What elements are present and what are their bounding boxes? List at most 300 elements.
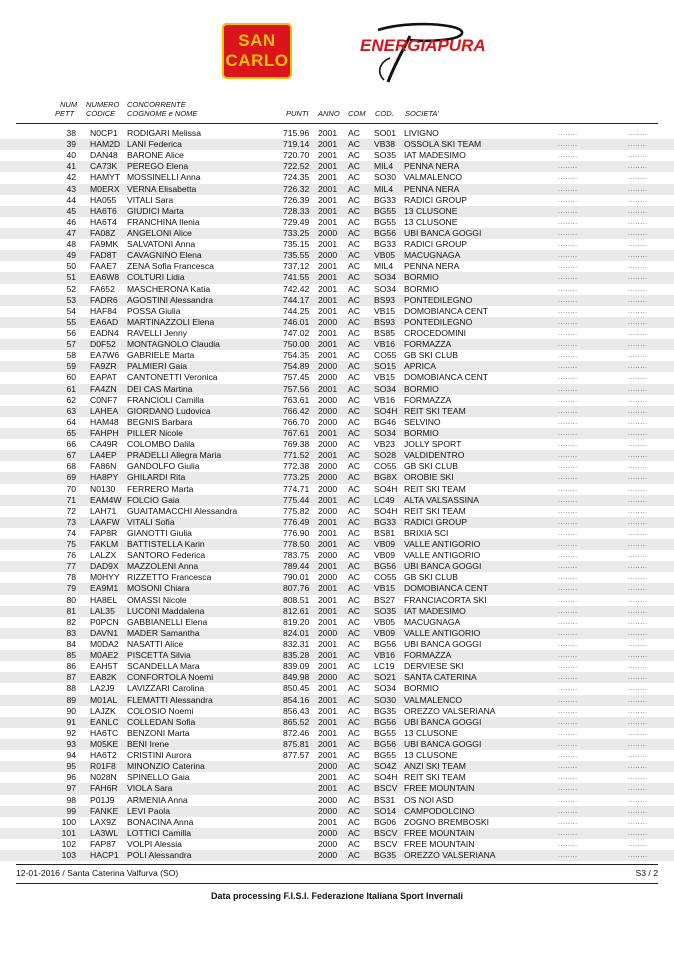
dotted-placeholder-1: ........	[558, 641, 578, 649]
table-row	[0, 284, 674, 295]
table-row	[0, 161, 674, 172]
dotted-placeholder-2: ........	[628, 296, 648, 304]
cell-punti: 835.28	[283, 650, 310, 661]
header-rule	[16, 123, 658, 124]
cell-name: LANI Federica	[127, 139, 182, 150]
cell-pett: 66	[66, 439, 76, 450]
cell-name: COLOMBO Dalila	[127, 439, 195, 450]
cell-punti: 757.56	[283, 383, 310, 394]
table-row	[0, 528, 674, 539]
cell-name: RODIGARI Melissa	[127, 128, 202, 138]
table-row	[0, 595, 674, 606]
cell-name: RIZZETTO Francesca	[127, 572, 212, 583]
cell-anno: 2001	[318, 561, 338, 572]
dotted-placeholder-2: ........	[628, 152, 648, 160]
cell-pett: 53	[66, 294, 76, 305]
cell-societa: DOMOBIANCA CENT	[404, 583, 489, 594]
cell-pett: 55	[66, 316, 76, 327]
cell-com: AC	[348, 161, 360, 172]
dotted-placeholder-1: ........	[558, 629, 578, 637]
dotted-placeholder-2: ........	[628, 207, 648, 215]
cell-societa: VALMALENCO	[404, 172, 463, 183]
cell-com: AC	[348, 350, 360, 361]
cell-cod-societa: VB09	[374, 627, 396, 638]
cell-anno: 2000	[318, 361, 338, 372]
dotted-placeholder-1: ........	[558, 452, 578, 460]
cell-societa: ANZI SKI TEAM	[404, 761, 466, 772]
cell-name: FOLCIO Gaia	[127, 494, 180, 505]
table-row	[0, 428, 674, 439]
cell-societa: RADICI GROUP	[404, 516, 468, 527]
cell-name: COLLEDAN Sofia	[127, 716, 196, 727]
cell-punti: 850.45	[283, 683, 310, 694]
cell-cod-societa: LC49	[374, 494, 395, 505]
cell-com: AC	[348, 394, 360, 405]
cell-name: CRISTINI Aurora	[127, 750, 192, 761]
dotted-placeholder-1: ........	[558, 385, 578, 393]
dotted-placeholder-1: ........	[558, 407, 578, 415]
cell-cod-societa: BG56	[374, 227, 396, 238]
table-row	[0, 617, 674, 628]
table-row	[0, 606, 674, 617]
cell-name: MADER Samantha	[127, 627, 200, 638]
cell-pett: 88	[66, 683, 76, 694]
cell-codice: N0130	[90, 483, 116, 494]
cell-cod-societa: VB16	[374, 650, 396, 661]
cell-com: AC	[348, 372, 360, 383]
table-row	[0, 372, 674, 383]
cell-codice: HA8EL	[90, 594, 118, 605]
table-row	[0, 261, 674, 272]
cell-punti: 763.61	[283, 394, 310, 405]
cell-punti: 854.16	[283, 694, 310, 705]
cell-punti: 754.35	[283, 350, 310, 361]
dotted-placeholder-2: ........	[628, 629, 648, 637]
cell-anno: 2001	[318, 427, 338, 438]
san-carlo-logo-line2: CARLO	[225, 51, 289, 70]
cell-pett: 63	[66, 405, 76, 416]
cell-societa: REIT SKI TEAM	[404, 505, 466, 516]
cell-anno: 2001	[318, 616, 338, 627]
dotted-placeholder-2: ........	[628, 618, 648, 626]
dotted-placeholder-1: ........	[558, 429, 578, 437]
cell-com: AC	[348, 261, 360, 272]
cell-punti: 742.42	[283, 283, 310, 294]
cell-codice: HA6T2	[90, 750, 117, 761]
cell-codice: M0AE2	[90, 650, 119, 661]
cell-pett: 83	[66, 627, 76, 638]
cell-codice: FA9MK	[90, 239, 119, 250]
cell-punti: 789.44	[283, 561, 310, 572]
cell-societa: VALLE ANTIGORIO	[404, 627, 481, 638]
cell-anno: 2001	[318, 516, 338, 527]
cell-codice: M01AL	[90, 694, 118, 705]
data-processing-credit: Data processing F.I.S.I. Federazione Italiana Sport Invernali	[210, 891, 464, 901]
dotted-placeholder-1: ........	[558, 329, 578, 337]
cell-com: AC	[348, 283, 360, 294]
dotted-placeholder-1: ........	[558, 252, 578, 260]
dotted-placeholder-2: ........	[628, 663, 648, 671]
cell-societa: GB SKI CLUB	[404, 572, 458, 583]
cell-anno: 2001	[318, 494, 338, 505]
cell-cod-societa: BG55	[374, 205, 396, 216]
dotted-placeholder-1: ........	[558, 652, 578, 660]
dotted-placeholder-2: ........	[628, 407, 648, 415]
cell-cod-societa: BG33	[374, 194, 396, 205]
cell-societa: REIT SKI TEAM	[404, 772, 466, 783]
cell-pett: 93	[66, 739, 76, 750]
header-cognome-nome: COGNOME e NOME	[127, 109, 198, 118]
cell-societa: MACUGNAGA	[404, 616, 461, 627]
cell-punti: 719.14	[283, 139, 310, 150]
cell-pett: 67	[66, 450, 76, 461]
cell-codice: M0HYY	[90, 572, 120, 583]
table-row	[0, 195, 674, 206]
cell-com: AC	[348, 250, 360, 261]
cell-societa: DOMOBIANCA CENT	[404, 372, 489, 383]
cell-name: GABBIANELLI Elena	[127, 616, 208, 627]
cell-com: AC	[348, 505, 360, 516]
cell-societa: REIT SKI TEAM	[404, 405, 466, 416]
dotted-placeholder-1: ........	[558, 285, 578, 293]
dotted-placeholder-2: ........	[628, 130, 648, 137]
cell-cod-societa: VB23	[374, 439, 396, 450]
cell-com: AC	[348, 850, 360, 861]
cell-anno: 2001	[318, 150, 338, 161]
dotted-placeholder-1: ........	[558, 741, 578, 749]
table-row	[0, 506, 674, 517]
cell-codice: N028N	[90, 772, 117, 783]
table-row	[0, 739, 674, 750]
cell-anno: 2001	[318, 128, 338, 138]
table-row	[0, 495, 674, 506]
cell-codice: FAP8R	[90, 527, 118, 538]
cell-anno: 2001	[318, 339, 338, 350]
dotted-placeholder-1: ........	[558, 818, 578, 826]
cell-anno: 2000	[318, 505, 338, 516]
cell-codice: FAAE7	[90, 261, 117, 272]
dotted-placeholder-1: ........	[558, 296, 578, 304]
cell-codice: LAJZK	[90, 705, 116, 716]
cell-cod-societa: BS93	[374, 294, 396, 305]
dotted-placeholder-2: ........	[628, 241, 648, 249]
cell-pett: 92	[66, 727, 76, 738]
cell-anno: 2001	[318, 727, 338, 738]
table-row	[0, 384, 674, 395]
cell-com: AC	[348, 639, 360, 650]
cell-pett: 59	[66, 361, 76, 372]
table-row	[0, 272, 674, 283]
cell-com: AC	[348, 327, 360, 338]
cell-anno: 2001	[318, 261, 338, 272]
dotted-placeholder-1: ........	[558, 241, 578, 249]
cell-anno: 2000	[318, 550, 338, 561]
cell-cod-societa: BG8X	[374, 472, 397, 483]
cell-codice: HA6T4	[90, 216, 117, 227]
table-row	[0, 206, 674, 217]
table-row	[0, 317, 674, 328]
cell-cod-societa: CO55	[374, 572, 397, 583]
cell-punti: 775.82	[283, 505, 310, 516]
cell-anno: 2001	[318, 383, 338, 394]
cell-name: CAVAGNINO Elena	[127, 250, 202, 261]
cell-pett: 43	[66, 183, 76, 194]
cell-pett: 58	[66, 350, 76, 361]
cell-anno: 2000	[318, 627, 338, 638]
cell-name: GHILARDI Rita	[127, 472, 186, 483]
cell-com: AC	[348, 750, 360, 761]
cell-anno: 2000	[318, 250, 338, 261]
cell-pett: 87	[66, 672, 76, 683]
cell-cod-societa: BG35	[374, 850, 396, 861]
cell-pett: 73	[66, 516, 76, 527]
cell-pett: 99	[66, 805, 76, 816]
cell-pett: 60	[66, 372, 76, 383]
dotted-placeholder-1: ........	[558, 685, 578, 693]
cell-anno: 2000	[318, 394, 338, 405]
cell-punti: 735.55	[283, 250, 310, 261]
cell-pett: 103	[61, 850, 76, 861]
cell-com: AC	[348, 539, 360, 550]
cell-societa: SANTA CATERINA	[404, 672, 477, 683]
cell-cod-societa: BSCV	[374, 783, 398, 794]
cell-anno: 2000	[318, 805, 338, 816]
cell-pett: 69	[66, 472, 76, 483]
cell-anno: 2001	[318, 739, 338, 750]
dotted-placeholder-1: ........	[558, 574, 578, 582]
cell-name: PALMIERI Gaia	[127, 361, 188, 372]
cell-pett: 82	[66, 616, 76, 627]
dotted-placeholder-1: ........	[558, 596, 578, 604]
cell-cod-societa: SO34	[374, 683, 396, 694]
dotted-placeholder-1: ........	[558, 563, 578, 571]
cell-codice: LA3WL	[90, 827, 119, 838]
cell-codice: EA7W6	[90, 350, 120, 361]
cell-codice: EAH5T	[90, 661, 118, 672]
cell-com: AC	[348, 316, 360, 327]
dotted-placeholder-2: ........	[628, 474, 648, 482]
cell-codice: HAM48	[90, 416, 119, 427]
cell-punti: 766.42	[283, 405, 310, 416]
cell-com: AC	[348, 361, 360, 372]
cell-punti: 722.52	[283, 161, 310, 172]
cell-pett: 42	[66, 172, 76, 183]
cell-codice: EA82K	[90, 672, 117, 683]
cell-anno: 2001	[318, 605, 338, 616]
dotted-placeholder-1: ........	[558, 307, 578, 315]
cell-anno: 2000	[318, 439, 338, 450]
table-row	[0, 350, 674, 361]
cell-com: AC	[348, 416, 360, 427]
cell-anno: 2001	[318, 161, 338, 172]
cell-name: BENZONI Marta	[127, 727, 190, 738]
cell-pett: 85	[66, 650, 76, 661]
cell-pett: 98	[66, 794, 76, 805]
cell-societa: VALMALENCO	[404, 694, 463, 705]
cell-punti: 766.70	[283, 416, 310, 427]
dotted-placeholder-1: ........	[558, 174, 578, 182]
cell-punti: 741.55	[283, 272, 310, 283]
cell-codice: DAN48	[90, 150, 118, 161]
dotted-placeholder-1: ........	[558, 363, 578, 371]
cell-anno: 2001	[318, 583, 338, 594]
cell-punti: 875.81	[283, 739, 310, 750]
cell-pett: 90	[66, 705, 76, 716]
dotted-placeholder-2: ........	[628, 229, 648, 237]
dotted-placeholder-2: ........	[628, 841, 648, 848]
cell-com: AC	[348, 383, 360, 394]
cell-societa: UBI BANCA GOGGI	[404, 561, 482, 572]
cell-punti: 778.50	[283, 539, 310, 550]
cell-name: GIUDICI Marta	[127, 205, 184, 216]
cell-anno: 2000	[318, 483, 338, 494]
cell-societa: REIT SKI TEAM	[404, 483, 466, 494]
cell-com: AC	[348, 516, 360, 527]
cell-com: AC	[348, 427, 360, 438]
cell-cod-societa: SO01	[374, 128, 396, 138]
dotted-placeholder-2: ........	[628, 452, 648, 460]
cell-societa: FORMAZZA	[404, 650, 452, 661]
cell-cod-societa: SO4H	[374, 772, 398, 783]
dotted-placeholder-2: ........	[628, 496, 648, 504]
cell-com: AC	[348, 727, 360, 738]
cell-name: CONFORTOLA Noemi	[127, 672, 214, 683]
cell-com: AC	[348, 561, 360, 572]
cell-pett: 102	[61, 839, 76, 849]
cell-cod-societa: BS31	[374, 794, 396, 805]
cell-name: NASATTI Alice	[127, 639, 184, 650]
cell-pett: 78	[66, 572, 76, 583]
table-row	[0, 828, 674, 839]
cell-com: AC	[348, 827, 360, 838]
cell-anno: 2000	[318, 850, 338, 861]
cell-com: AC	[348, 194, 360, 205]
dotted-placeholder-2: ........	[628, 218, 648, 226]
cell-cod-societa: BG35	[374, 705, 396, 716]
dotted-placeholder-1: ........	[558, 318, 578, 326]
cell-societa: VALDIDENTRO	[404, 450, 465, 461]
cell-name: AGOSTINI Alessandra	[127, 294, 213, 305]
cell-societa: VALLE ANTIGORIO	[404, 539, 481, 550]
cell-com: AC	[348, 472, 360, 483]
table-row	[0, 517, 674, 528]
cell-punti: 856.43	[283, 705, 310, 716]
cell-name: FRANCHINA Ilenia	[127, 216, 200, 227]
cell-punti: 812.61	[283, 605, 310, 616]
cell-cod-societa: SO21	[374, 672, 396, 683]
cell-name: LAVIZZARI Carolina	[127, 683, 205, 694]
cell-codice: FAKLM	[90, 539, 119, 550]
cell-cod-societa: CO55	[374, 350, 397, 361]
table-row	[0, 406, 674, 417]
table-row	[0, 539, 674, 550]
cell-punti: 808.51	[283, 594, 310, 605]
table-row	[0, 217, 674, 228]
dotted-placeholder-2: ........	[628, 196, 648, 204]
cell-anno: 2001	[318, 694, 338, 705]
cell-codice: EA6W8	[90, 272, 120, 283]
cell-pett: 75	[66, 539, 76, 550]
cell-pett: 48	[66, 239, 76, 250]
dotted-placeholder-2: ........	[628, 185, 648, 193]
cell-codice: M05KE	[90, 739, 119, 750]
cell-com: AC	[348, 616, 360, 627]
dotted-placeholder-1: ........	[558, 474, 578, 482]
cell-societa: FREE MOUNTAIN	[404, 783, 475, 794]
cell-anno: 2000	[318, 839, 338, 849]
cell-codice: P01J9	[90, 794, 115, 805]
cell-com: AC	[348, 439, 360, 450]
cell-cod-societa: SO4H	[374, 483, 398, 494]
cell-cod-societa: BS93	[374, 316, 396, 327]
cell-punti: 877.57	[283, 750, 310, 761]
cell-societa: UBI BANCA GOGGI	[404, 639, 482, 650]
dotted-placeholder-2: ........	[628, 641, 648, 649]
cell-codice: LAX9Z	[90, 816, 117, 827]
cell-codice: FA9ZR	[90, 361, 117, 372]
cell-name: COLOSIO Noemi	[127, 705, 194, 716]
cell-cod-societa: SO15	[374, 361, 396, 372]
dotted-placeholder-1: ........	[558, 785, 578, 793]
cell-societa: BORMIO	[404, 427, 439, 438]
dotted-placeholder-2: ........	[628, 485, 648, 493]
cell-name: SPINELLO Gaia	[127, 772, 190, 783]
cell-anno: 2001	[318, 772, 338, 783]
cell-codice: CA49R	[90, 439, 118, 450]
dotted-placeholder-2: ........	[628, 263, 648, 271]
cell-codice: FA4ZN	[90, 383, 117, 394]
cell-societa: BRIXIA SCI	[404, 527, 449, 538]
cell-pett: 68	[66, 461, 76, 472]
cell-codice: R01F8	[90, 761, 116, 772]
cell-name: BENI Irene	[127, 739, 170, 750]
table-row	[0, 461, 674, 472]
dotted-placeholder-1: ........	[558, 774, 578, 782]
cell-com: AC	[348, 805, 360, 816]
cell-com: AC	[348, 550, 360, 561]
cell-name: SCANDELLA Mara	[127, 661, 200, 672]
dotted-placeholder-2: ........	[628, 552, 648, 560]
table-row	[0, 850, 674, 861]
dotted-placeholder-2: ........	[628, 441, 648, 449]
cell-codice: FADR6	[90, 294, 118, 305]
cell-com: AC	[348, 450, 360, 461]
cell-punti: 807.76	[283, 583, 310, 594]
cell-com: AC	[348, 650, 360, 661]
table-row	[0, 328, 674, 339]
cell-anno: 2001	[318, 527, 338, 538]
dotted-placeholder-2: ........	[628, 174, 648, 182]
cell-pett: 65	[66, 427, 76, 438]
cell-codice: LA4EP	[90, 450, 117, 461]
cell-pett: 51	[66, 272, 76, 283]
table-row	[0, 450, 674, 461]
cell-name: VIOLA Sara	[127, 783, 173, 794]
cell-cod-societa: VB16	[374, 394, 396, 405]
cell-punti: 776.49	[283, 516, 310, 527]
dotted-placeholder-2: ........	[628, 374, 648, 382]
cell-punti: 715.96	[283, 128, 310, 138]
cell-pett: 47	[66, 227, 76, 238]
dotted-placeholder-2: ........	[628, 729, 648, 737]
header-concorrente: CONCORRENTE	[127, 100, 186, 109]
table-row	[0, 172, 674, 183]
cell-name: ZENA Sofia Francesca	[127, 261, 214, 272]
cell-codice: FANKE	[90, 805, 119, 816]
cell-cod-societa: BG55	[374, 727, 396, 738]
dotted-placeholder-1: ........	[558, 352, 578, 360]
cell-anno: 2001	[318, 661, 338, 672]
